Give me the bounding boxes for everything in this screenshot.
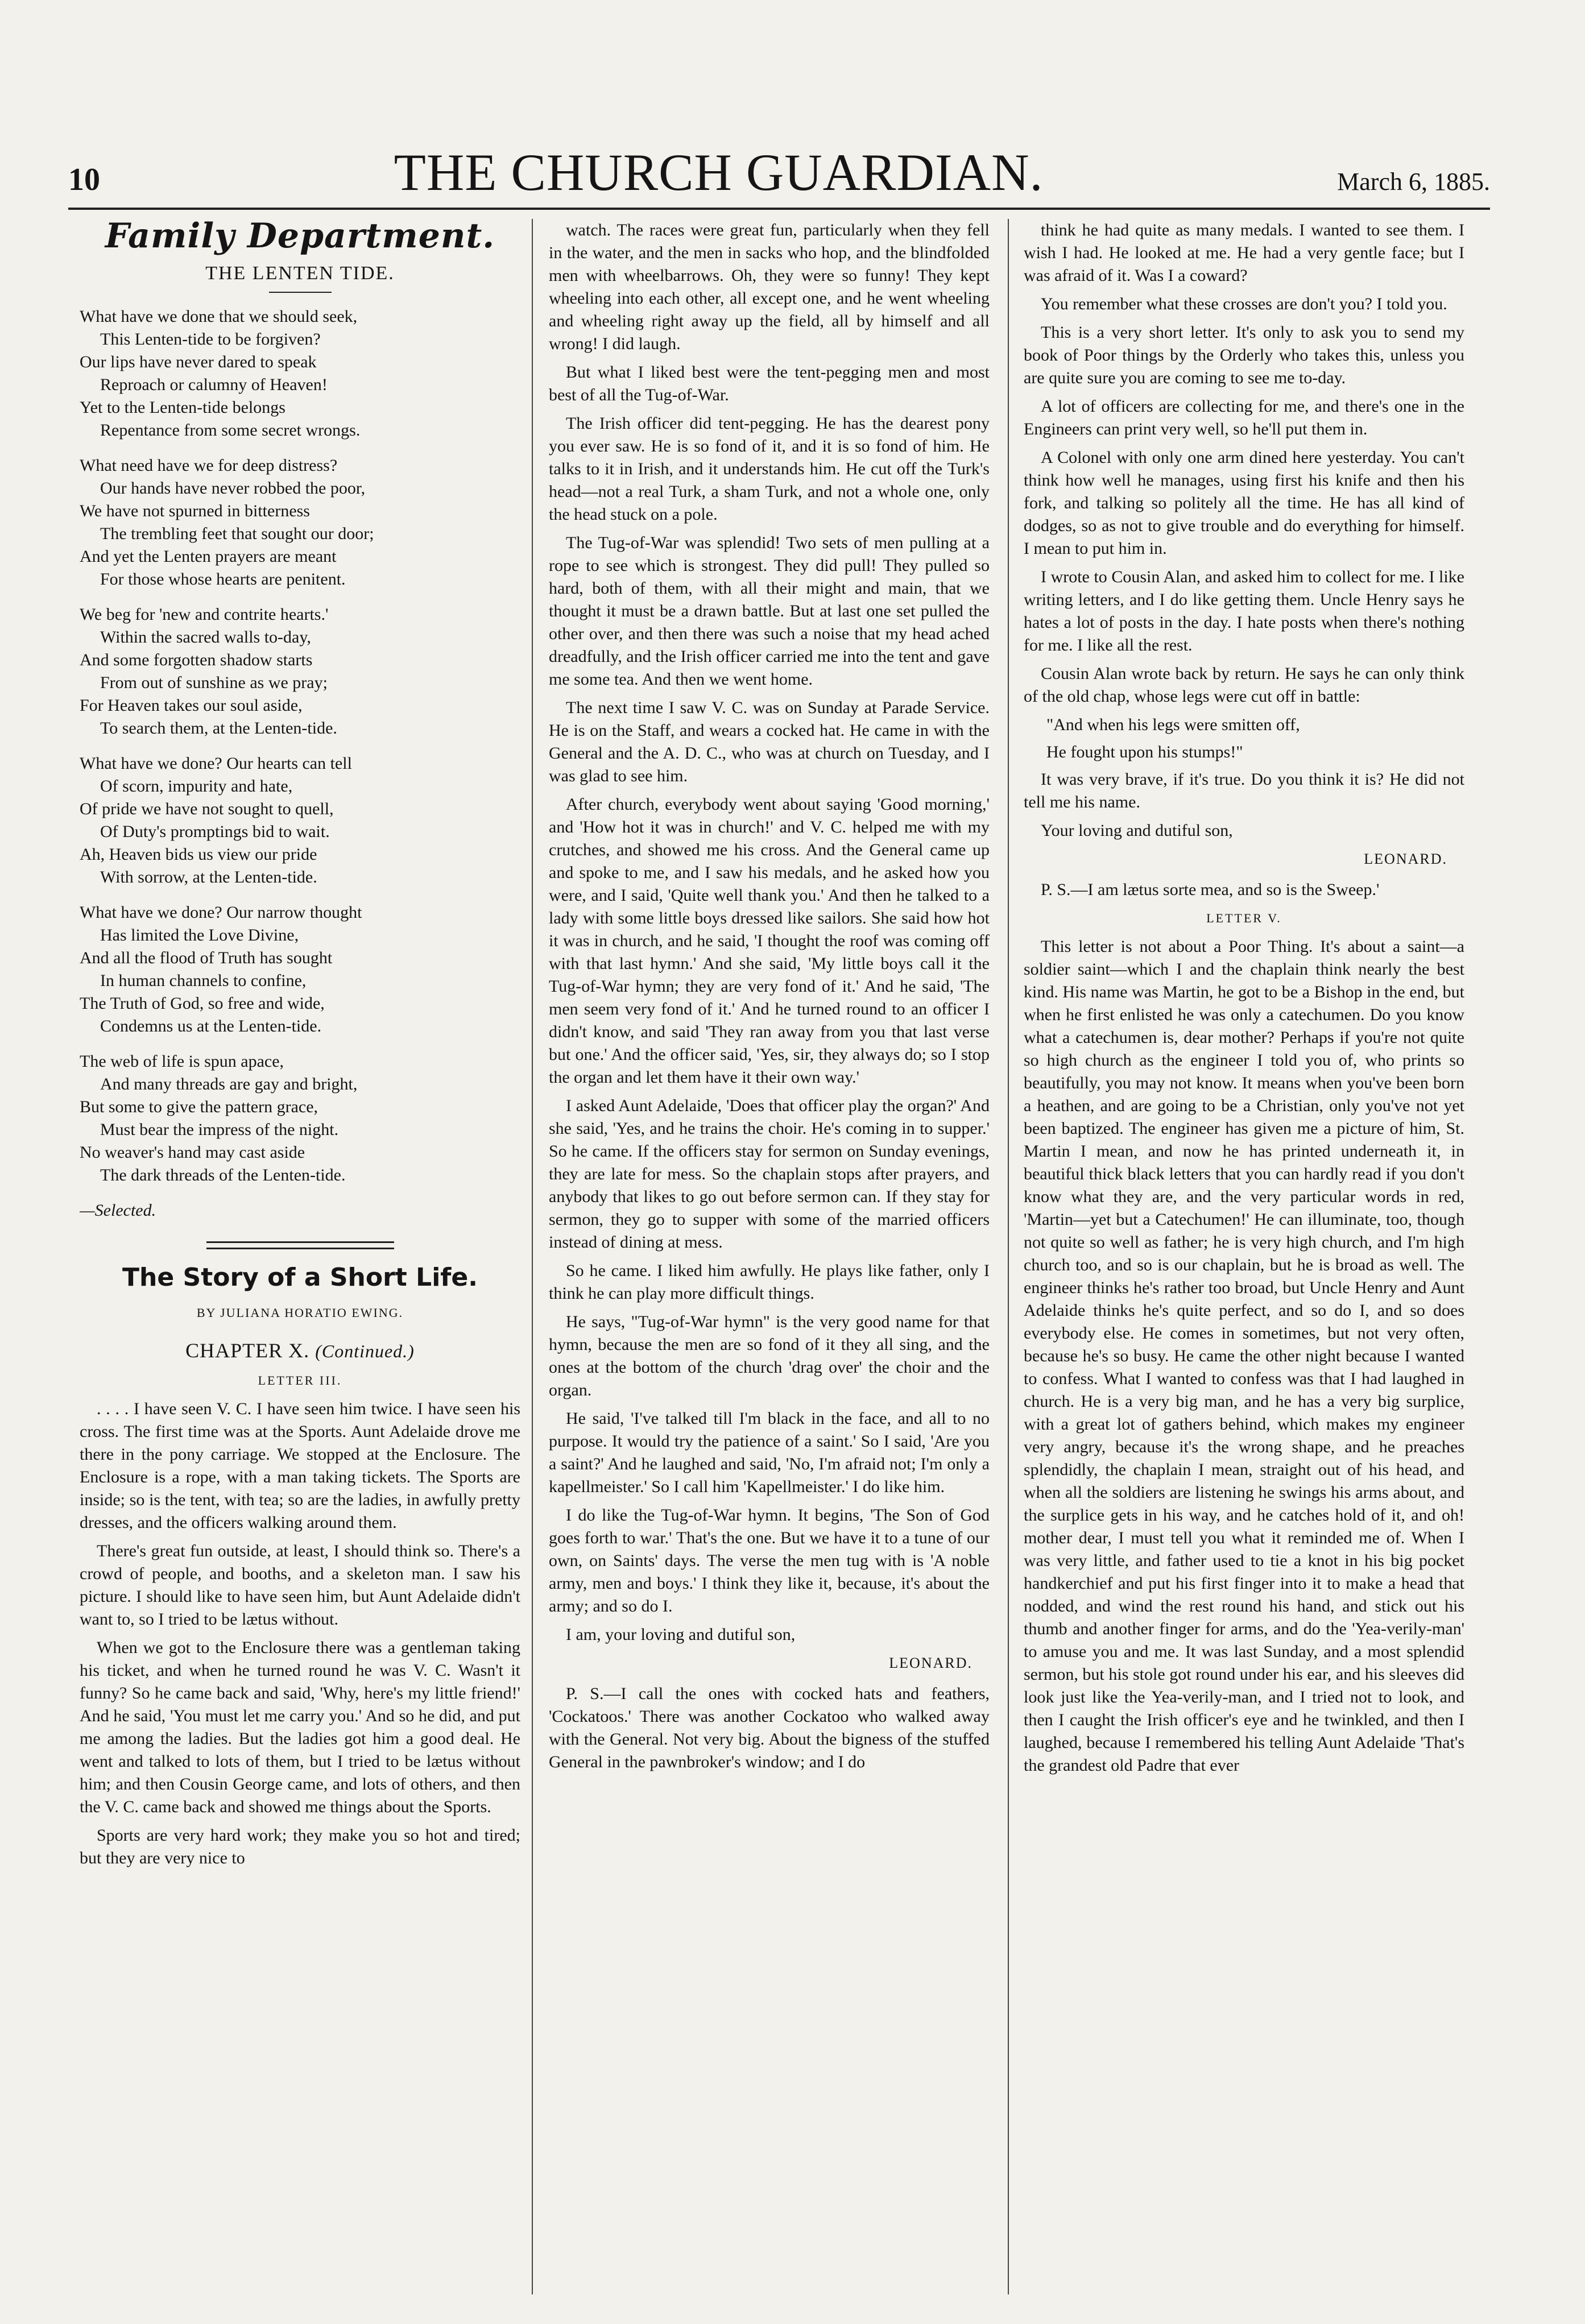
poem-line: What need have we for deep distress? — [80, 456, 338, 475]
story-paragraph: I do like the Tug-of-War hymn. It begins, 'The Son of God goes forth to war.' That's the one. But we have it to a tune of our own, on Saints' days. The verse the men tug with is 'A noble army, men and boys.' I think they like it, because, it's about the army; and so do I. — [549, 1506, 990, 1615]
poem-line: Yet to the Lenten-tide belongs — [80, 398, 285, 417]
column-3 — [1024, 219, 1464, 2294]
poem-line: Reproach or calumny of Heaven! — [100, 375, 328, 394]
column-divider — [1008, 219, 1009, 2294]
story-text — [1024, 768, 1464, 842]
signature: LEONARD. — [1364, 851, 1447, 867]
poem-line: What have we done? Our narrow thought — [80, 903, 362, 922]
poem-line: Ah, Heaven bids us view our pride — [80, 845, 317, 864]
story-paragraph: There's great fun outside, at least, I should think so. There's a crowd of people, and booths, and a skeleton man. I saw his picture. I should like to have seen him, but Aunt Adelaide didn't want to, so I tried to be lætus without. — [80, 1542, 520, 1629]
story-paragraph: Your loving and dutiful son, — [1041, 821, 1233, 840]
poem-body — [80, 305, 520, 1187]
story-paragraph: When we got to the Enclosure there was a gentleman taking his ticket, and when he turned round he was V. C. Wasn't it funny? So he came back and said, 'Why, here's my little friend!' And he said, 'You must let me carry you.' And so he did, and put me among the ladies. But the ladies got him a good deal. He went and talked to lots of them, but I tried to be lætus without him; and then Cousin George came, and lots of others, and then the V. C. came back and showed me things about the Sports. — [80, 1638, 520, 1816]
story-text — [1024, 935, 1464, 1777]
poem-stanza — [80, 603, 520, 740]
story-paragraph: Sports are very hard work; they make you so hot and tired; but they are very nice to — [80, 1826, 520, 1867]
story-paragraph: A Colonel with only one arm dined here yesterday. You can't think how well he manages, using first his knife and then his fork, and talking so politely all the time. He has all kind of dodges, so as not to give trouble and do everything for himself. I mean to put him in. — [1024, 448, 1464, 558]
poem-line: Repentance from some secret wrongs. — [100, 421, 361, 440]
chapter-heading — [80, 1339, 520, 1362]
poem-line: Of pride we have not sought to quell, — [80, 799, 334, 818]
story-paragraph: I wrote to Cousin Alan, and asked him to collect for me. I like writing letters, and I do like getting them. Uncle Henry says he hates a lot of posts in the day. I hate posts when there's nothing for me. I like all the rest. — [1024, 567, 1464, 654]
story-paragraph: think he had quite as many medals. I wanted to see them. I wish I had. He looked at me. He had a very gentle face; but I was afraid of it. Was I a coward? — [1024, 221, 1464, 285]
story-paragraph: The Irish officer did tent-pegging. He has the dearest pony you ever saw. He is so fond of it, and it is so fond of him. He talks to it in Irish, and it understands him. He cut off the Turk's head—not a real Turk, a sham Turk, and not a whole one, only the head stuck on a pole. — [549, 414, 990, 524]
story-text — [80, 1398, 520, 1870]
story-paragraph: So he came. I liked him awfully. He plays like father, only I think he can play more difficult things. — [549, 1261, 990, 1303]
poem-line: With sorrow, at the Lenten-tide. — [100, 868, 317, 886]
poem-line: To search them, at the Lenten-tide. — [100, 719, 337, 738]
story-paragraph: It was very brave, if it's true. Do you think it is? He did not tell me his name. — [1024, 770, 1464, 811]
poem-line: And many threads are gay and bright, — [100, 1075, 358, 1093]
poem-line: And some forgotten shadow starts — [80, 651, 313, 669]
story-paragraph: Cousin Alan wrote back by return. He says he can only think of the old chap, whose legs were cut off in battle: — [1024, 664, 1464, 706]
story-paragraph: . . . . I have seen V. C. I have seen him twice. I have seen his cross. The first time was at the Sports. Aunt Adelaide drove me there in the pony carriage. We stopped at the Enclosure. The Enclosure is a rope, with a man taking tickets. The Sports are inside; so is the tent, with tea; so are the ladies, in awfully pretty dresses, and the officers walking around them. — [80, 1399, 520, 1532]
postscript: P. S.—I am lætus sorte mea, and so is the Sweep.' — [1041, 880, 1380, 899]
story-paragraph: I am, your loving and dutiful son, — [566, 1625, 796, 1644]
letter-heading: LETTER V. — [1206, 911, 1282, 925]
poem-stanza — [80, 752, 520, 889]
column-divider — [532, 219, 533, 2294]
chapter-continued: (Continued.) — [315, 1341, 415, 1361]
masthead-rule — [68, 208, 1490, 210]
poem-line: The web of life is spun apace, — [80, 1052, 284, 1071]
poem-line: The dark threads of the Lenten-tide. — [100, 1166, 346, 1184]
story-byline: BY JULIANA HORATIO EWING. — [196, 1306, 404, 1320]
story-paragraph: A lot of officers are collecting for me, and there's one in the Engineers can print very well, so he'll put them in. — [1024, 397, 1464, 438]
poem-line: Our lips have never dared to speak — [80, 353, 317, 371]
story-paragraph: This is a very short letter. It's only to ask you to send my book of Poor things by the Orderly who takes this, unless you are quite sure you are coming to see me to-day. — [1024, 323, 1464, 387]
poem-line: For Heaven takes our soul aside, — [80, 696, 303, 715]
divider — [269, 292, 332, 293]
poem-line: For those whose hearts are penitent. — [100, 570, 346, 589]
story-paragraph: The next time I saw V. C. was on Sunday at Parade Service. He is on the Staff, and wears a cocked hat. He came in with the General and the A. D. C., who was at church on Tuesday, and I was glad to see him. — [549, 698, 990, 785]
story-paragraph: After church, everybody went about saying 'Good morning,' and 'How hot it was in church!' and V. C. helped me with my crutches, and showed me his cross. And the General came up and spoke to me, and I saw his medals, and he asked how you were, and I said, 'Quite well thank you.' And then he talked to a lady with some little boys dressed like sailors. She said how hot it was in church, and he said, 'I thought the roof was coming off with that last hymn.' And she said, 'My little boys call it the Tug-of-War hymn; they are very fond of it.' And he said, 'The men seem very fond of it.' And he turned round to an officer I didn't know, and said 'They ran away from you that last verse but one.' And the officer said, 'Yes, sir, they always do; so I stop the organ and let them have it their own way.' — [549, 795, 990, 1087]
poem-line: No weaver's hand may cast aside — [80, 1143, 305, 1162]
poem-line: Our hands have never robbed the poor, — [100, 479, 366, 498]
poem-stanza — [80, 1050, 520, 1187]
quoted-verse — [1024, 714, 1464, 764]
poem-stanza — [80, 901, 520, 1038]
poem-line: Must bear the impress of the night. — [100, 1120, 339, 1139]
poem-line: And all the flood of Truth has sought — [80, 948, 333, 967]
poem-title: THE LENTEN TIDE. — [205, 263, 395, 284]
story-title: The Story of a Short Life. — [122, 1263, 478, 1292]
column-1 — [80, 219, 520, 2294]
poem-line: In human channels to confine, — [100, 971, 307, 990]
story-text — [549, 219, 990, 1646]
verse-line: He fought upon his stumps!" — [1046, 743, 1243, 761]
poem-line: Within the sacred walls to-day, — [100, 628, 311, 647]
poem-line: We have not spurned in bitterness — [80, 502, 310, 520]
signature: LEONARD. — [889, 1655, 972, 1671]
issue-date: March 6, 1885. — [1337, 168, 1490, 196]
story-text — [1024, 219, 1464, 708]
letter-heading: LETTER III. — [258, 1373, 342, 1387]
masthead — [68, 142, 1490, 199]
poem-line: Of Duty's promptings bid to wait. — [100, 822, 330, 841]
page-number: 10 — [68, 162, 100, 197]
column-2 — [549, 219, 990, 2294]
poem-line: The trembling feet that sought our door; — [100, 524, 374, 543]
story-paragraph: The Tug-of-War was splendid! Two sets of men pulling at a rope to see which is strongest. They did pull! They pulled so hard, both of them, with all their might and main, that we thought it must be a drawn battle. But at last one set pulled the other over, and then there was such a noise that my head ached dreadfully, and the Irish officer carried me into the tent and gave me some tea. And then we went home. — [549, 533, 990, 689]
poem-line: This Lenten-tide to be forgiven? — [100, 330, 321, 349]
poem-line: What have we done that we should seek, — [80, 307, 358, 326]
poem-line: The Truth of God, so free and wide, — [80, 994, 325, 1013]
verse-line: "And when his legs were smitten off, — [1046, 715, 1300, 734]
poem-line: Condemns us at the Lenten-tide. — [100, 1017, 322, 1035]
story-paragraph: This letter is not about a Poor Thing. It's about a saint—a soldier saint—which I and the chaplain think nearly the best kind. His name was Martin, he got to be a Bishop in the end, but when he first enlisted he was only a catechumen. Do you know what a catechumen is, dear mother? Perhaps if you're not quite so high church as the engineer I told you of, who prints so beautifully, you may not know. It means when you've been born a heathen, and are going to be a Christian, only you've not yet been baptized. The engineer has given me a picture of him, St. Martin I mean, and now he has printed underneath it, in beautiful thick black letters that you can hardly read if you don't know what they are, and the very particular words in red, 'Martin—yet but a Catechumen!' He can illuminate, too, though not quite so well as father; he is very high church, and I'm high church too, and so is our chaplain, but he is broad as well. The engineer thinks he's rather too broad, but Uncle Henry and Aunt Adelaide thinks he's quite perfect, and so do I, and so does everybody else. He comes in sometimes, but not very often, because he's so busy. He came the other night because I wanted to confess. What I wanted to confess was that I had laughed in church. He is a very big man, and he has a very big surplice, with a great lot of gathers behind, which makes my engineer very angry, because it's the wrong shape, and he preaches splendidly, the chaplain I mean, straight out of his head, and when all the soldiers are listening he swings his arms about, and the surplice gets in his way, and he catches hold of it, and oh! mother dear, I must tell you what it reminded me of. When I was very little, and father used to tie a knot in his big pocket handkerchief and put his first finger into it to make a head that nodded, and wind the rest round his hand, and stick out his thumb and another finger for arms, and do the 'Yea-verily-man' to amuse you and me. It was last Sunday, and a most splendid sermon, but his stole got round under his ear, and his sleeves did look just like the Yea-verily-man, and I tried not to look, and then I caught the Irish officer's eye and he twinkled, and then I laughed, because I remembered his telling Aunt Adelaide 'That's the grandest old Padre that ever — [1024, 937, 1464, 1775]
poem-line: Of scorn, impurity and hate, — [100, 777, 293, 796]
poem-line: And yet the Lenten prayers are meant — [80, 547, 337, 566]
story-paragraph: But what I liked best were the tent-pegging men and most best of all the Tug-of-War. — [549, 363, 990, 404]
story-paragraph: I asked Aunt Adelaide, 'Does that officer play the organ?' And she said, 'Yes, and he trains the choir. He's coming in to supper.' So he came. If the officers stay for sermon on Sunday evenings, they are late for mess. So the chaplain stops after prayers, and anybody that likes to go out before sermon can. If they stay for sermon, they go to supper with some of the married officers instead of dining at mess. — [549, 1096, 990, 1252]
department-heading: Family Department. — [105, 219, 495, 256]
story-paragraph: He says, "Tug-of-War hymn" is the very good name for that hymn, because the men are so fond of it they all sing, and the ones at the bottom of the church 'drag over' the choir and the organ. — [549, 1312, 990, 1399]
chapter-number: CHAPTER X. — [185, 1339, 310, 1362]
story-paragraph: He said, 'I've talked till I'm black in the face, and all to no purpose. It would try the patience of a saint.' So I said, 'Are you a saint?' And he laughed and said, 'No, I'm afraid not; I'm only a kapellmeister.' So I call him 'Kapellmeister.' I do like him. — [549, 1409, 990, 1496]
newspaper-title: THE CHURCH GUARDIAN. — [394, 143, 1044, 201]
poem-stanza — [80, 454, 520, 591]
poem-line: We beg for 'new and contrite hearts.' — [80, 605, 329, 624]
story-paragraph: You remember what these crosses are don't you? I told you. — [1041, 295, 1447, 313]
postscript: P. S.—I call the ones with cocked hats and feathers, 'Cockatoos.' There was another Cockatoo who walked away with the General. Not very big. About the bigness of the stuffed General in the pawnbroker's window; and I do — [549, 1684, 990, 1771]
story-paragraph: watch. The races were great fun, particularly when they fell in the water, and the men in sacks who hop, and the blindfolded men with wheelbarrows. Oh, they were so funny! They kept wheeling into each other, all except one, and he went wheeling and wheeling right away up the field, all by himself and all wrong! I did laugh. — [549, 221, 990, 353]
poem-stanza — [80, 305, 520, 442]
poem-line: From out of sunshine as we pray; — [100, 673, 328, 692]
poem-line: What have we done? Our hearts can tell — [80, 754, 352, 773]
section-divider — [206, 1241, 394, 1249]
poem-line: Has limited the Love Divine, — [100, 926, 299, 944]
poem-line: But some to give the pattern grace, — [80, 1097, 318, 1116]
poem-credit: —Selected. — [80, 1201, 156, 1220]
